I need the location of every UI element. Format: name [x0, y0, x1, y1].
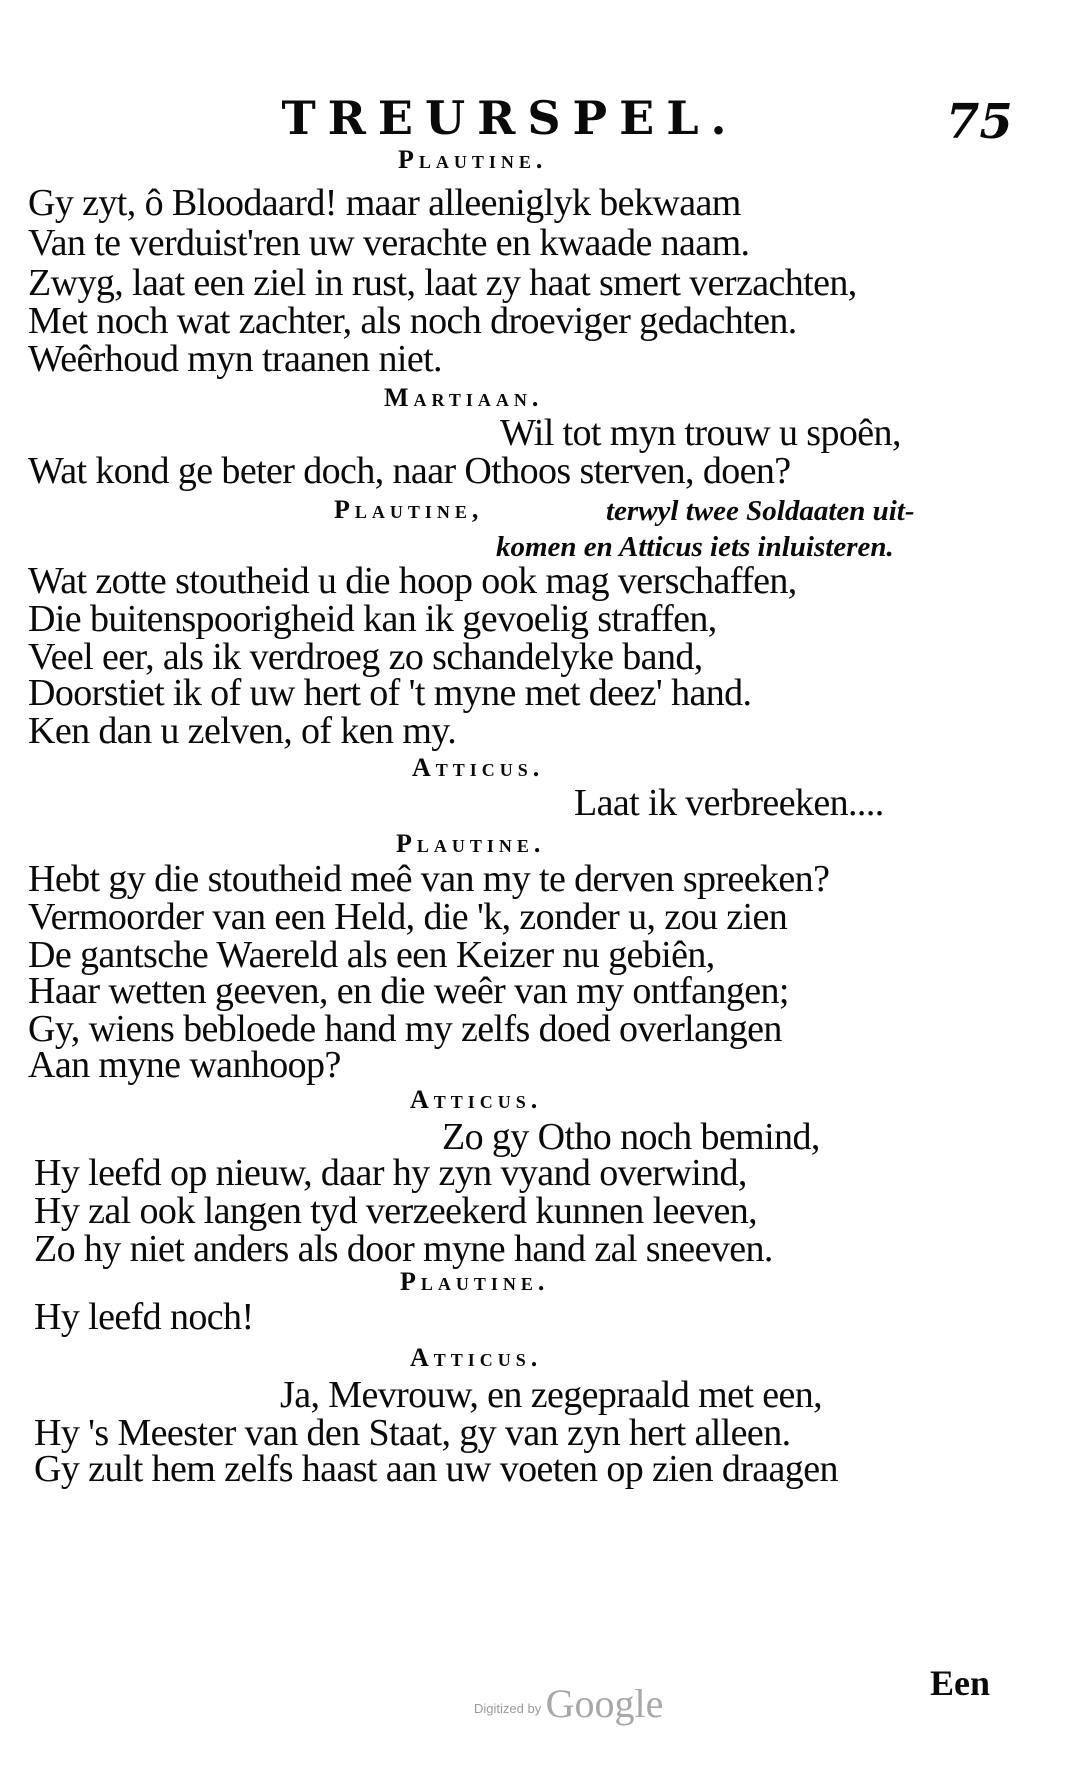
- verse-line: Gy zyt, ô Bloodaard! maar alleeniglyk bekwaam: [28, 182, 741, 224]
- verse-line: Weêrhoud myn traanen niet.: [28, 338, 442, 380]
- page-number: 75: [946, 94, 1013, 150]
- verse-line: Hebt gy die stoutheid meê van my te derven spreeken?: [28, 858, 830, 900]
- speaker-heading: Martiaan.: [384, 383, 544, 412]
- catchword: Een: [930, 1663, 991, 1703]
- speaker-heading: Atticus.: [410, 1343, 543, 1372]
- speaker-heading: Plautine.: [398, 145, 548, 174]
- verse-line: Zo gy Otho noch bemind,: [442, 1116, 820, 1158]
- speaker-heading: Atticus.: [412, 753, 545, 782]
- stage-direction: terwyl twee Soldaaten uit-: [606, 495, 915, 527]
- verse-line: Gy zult hem zelfs haast aan uw voeten op zien draagen: [34, 1448, 838, 1490]
- speaker-heading: Atticus.: [410, 1085, 543, 1114]
- verse-line: Doorstiet ik of uw hert of 't myne met deez' hand.: [28, 672, 752, 714]
- verse-line: Zwyg, laat een ziel in rust, laat zy haat smert verzachten,: [28, 262, 857, 304]
- watermark-prefix: Digitized by: [474, 1701, 542, 1716]
- verse-line: Gy, wiens bebloede hand my zelfs doed overlangen: [28, 1008, 782, 1050]
- verse-line: De gantsche Waereld als een Keizer nu gebiên,: [28, 934, 715, 976]
- verse-line: Zo hy niet anders als door myne hand zal sneeven.: [34, 1228, 773, 1270]
- verse-line: Die buitenspoorigheid kan ik gevoelig straffen,: [28, 598, 717, 640]
- running-title: TREURSPEL.: [281, 91, 739, 145]
- verse-line: Met noch wat zachter, als noch droeviger gedachten.: [28, 300, 797, 342]
- verse-line: Hy zal ook langen tyd verzeekerd kunnen leeven,: [34, 1190, 758, 1232]
- verse-line: Wat zotte stoutheid u die hoop ook mag verschaffen,: [28, 560, 797, 602]
- google-logo: Google: [545, 1681, 664, 1726]
- verse-line: Laat ik verbreeken....: [574, 782, 884, 824]
- verse-line: Hy 's Meester van den Staat, gy van zyn hert alleen.: [34, 1412, 791, 1454]
- verse-line: Ken dan u zelven, of ken my.: [28, 710, 457, 752]
- verse-line: Ja, Mevrouw, en zegepraald met een,: [280, 1374, 823, 1416]
- speaker-heading: Plautine.: [396, 829, 546, 858]
- verse-line: Wat kond ge beter doch, naar Othoos sterven, doen?: [28, 450, 791, 492]
- verse-line: Vermoorder van een Held, die 'k, zonder u, zou zien: [28, 896, 788, 938]
- verse-line: Wil tot myn trouw u spoên,: [500, 412, 901, 454]
- speaker-heading: Plautine.: [400, 1267, 550, 1296]
- speaker-heading: Plautine,: [334, 495, 484, 524]
- digitized-by-google-watermark: [474, 1680, 663, 1727]
- stage-direction: komen en Atticus iets inluisteren.: [496, 531, 894, 563]
- verse-line: Hy leefd noch!: [34, 1296, 254, 1338]
- verse-line: Van te verduist'ren uw verachte en kwaade naam.: [28, 222, 750, 264]
- verse-line: Veel eer, als ik verdroeg zo schandelyke band,: [28, 636, 703, 678]
- verse-line: Aan myne wanhoop?: [28, 1044, 341, 1086]
- verse-line: Hy leefd op nieuw, daar hy zyn vyand overwind,: [34, 1152, 747, 1194]
- verse-line: Haar wetten geeven, en die weêr van my ontfangen;: [28, 970, 789, 1012]
